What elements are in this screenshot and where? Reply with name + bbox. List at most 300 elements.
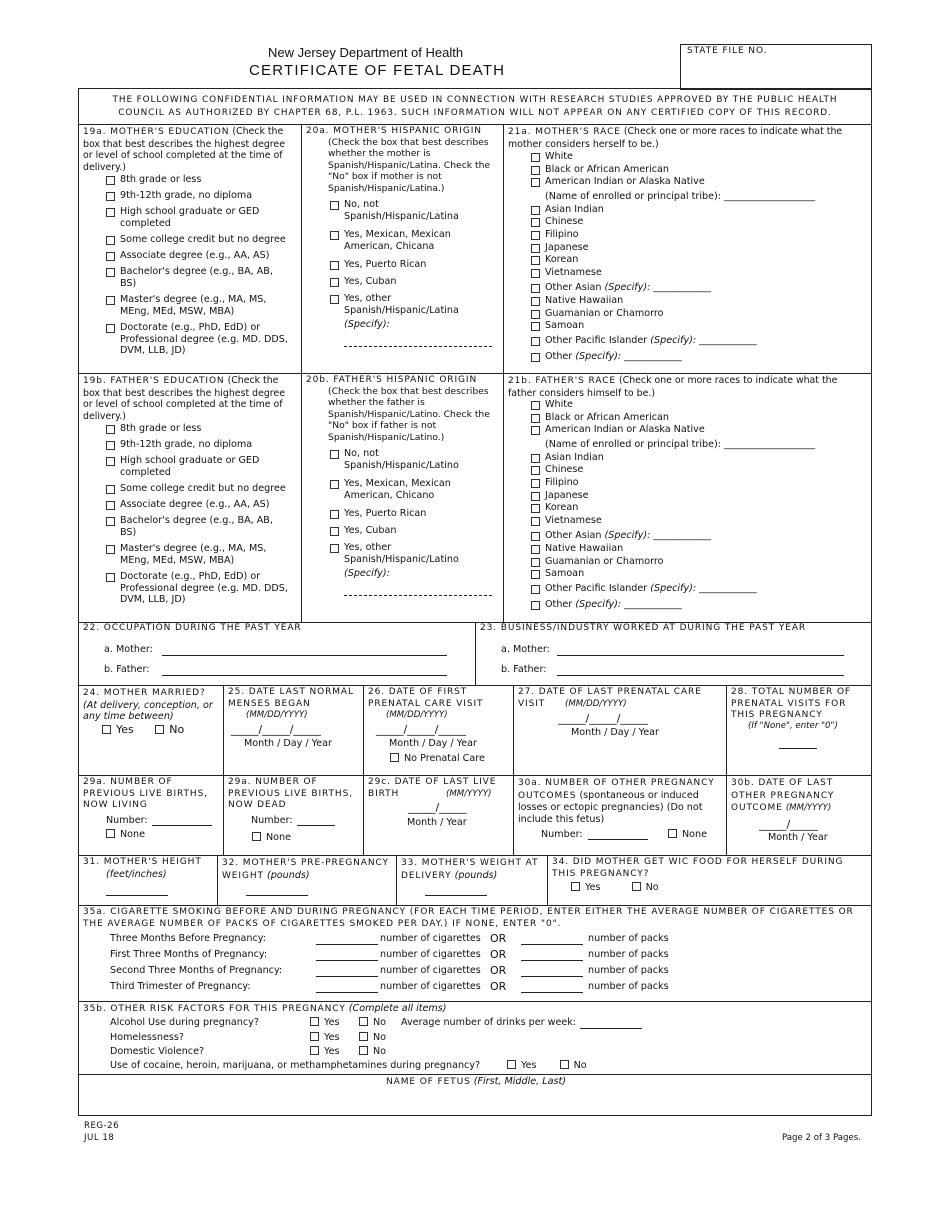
- mother-race-other-asian-field[interactable]: ____________: [653, 281, 711, 293]
- divider: [79, 905, 871, 906]
- mother-hispanic-section: [306, 126, 499, 194]
- prepreg-weight-unit: (pounds): [266, 869, 310, 881]
- father-edu-option-checkbox[interactable]: [106, 573, 115, 582]
- risk-item-label: Alcohol Use during pregnancy?: [110, 1017, 259, 1028]
- father-race-other-label: Other: [545, 599, 573, 611]
- mother-edu-option-checkbox[interactable]: [106, 268, 115, 277]
- mother-edu-option: [106, 190, 292, 202]
- mother-race-option-label: Japanese: [545, 241, 589, 253]
- state-file-box[interactable]: [680, 44, 872, 90]
- divider: [726, 685, 727, 855]
- risk-note: (Complete all items): [348, 1003, 447, 1014]
- father-edu-option: [106, 515, 292, 538]
- confidential-notice: THE FOLLOWING CONFIDENTIAL INFORMATION MAY BE USED IN CONNECTION WITH RESEARCH STUDIES APPROVED BY THE PUBLIC HEALTH COUNCIL AS AUTHORIZED BY CHAPTER 68, P.L. 1963. SUCH INFORMATION WILL NOT APPEAR ON ANY CERTIFIED COPY OF THIS RECORD.: [112, 95, 838, 118]
- mother-race-option: [531, 267, 851, 279]
- mother-race-option: [531, 242, 851, 254]
- last-live-birth-format: (MM/YYYY): [446, 789, 492, 799]
- fetus-name-field[interactable]: [90, 1090, 860, 1112]
- mother-edu-option-checkbox[interactable]: [106, 324, 115, 333]
- mother-hispanic-option-checkbox[interactable]: [330, 261, 339, 270]
- father-hispanic-option-checkbox[interactable]: [330, 510, 339, 519]
- mother-edu-option: [106, 294, 292, 317]
- mother-race-option: [531, 254, 851, 266]
- mother-race-option-checkbox[interactable]: [531, 310, 540, 319]
- births-dead-none-label: None: [266, 832, 292, 843]
- father-race-option-checkbox[interactable]: [531, 466, 540, 475]
- other-outcomes-none-checkbox[interactable]: [668, 829, 677, 838]
- drinks-label: Average number of drinks per week:: [401, 1017, 577, 1028]
- mother-hispanic-option-label: Yes, Puerto Rican: [344, 259, 427, 270]
- father-race-option-checkbox[interactable]: [531, 401, 540, 410]
- risk-no-label: No: [373, 1017, 387, 1028]
- divider: [396, 855, 397, 905]
- father-race-option: [531, 490, 851, 502]
- total-visits-field[interactable]: [779, 738, 817, 749]
- mother-race-option-checkbox[interactable]: [531, 153, 540, 162]
- father-race-other-asian: [531, 530, 851, 542]
- delivery-weight-field[interactable]: [425, 885, 487, 896]
- births-dead-none-checkbox[interactable]: [252, 832, 261, 841]
- occupation-mother-field[interactable]: [162, 644, 447, 656]
- mother-race-option-label: Vietnamese: [545, 266, 602, 278]
- mother-race-other: [531, 351, 851, 363]
- mother-edu-option-checkbox[interactable]: [106, 208, 115, 217]
- delivery-weight-section: [401, 857, 545, 882]
- father-race-other-pacific-label: Other Pacific Islander: [545, 583, 648, 595]
- father-hispanic-option-checkbox[interactable]: [330, 544, 339, 553]
- risk-no-option: [359, 1046, 386, 1058]
- packs-unit: number of packs: [588, 933, 669, 944]
- smoking-period-label: First Three Months of Pregnancy:: [110, 949, 268, 960]
- last-visit-label: 27. DATE OF LAST PRENATAL CARE VISIT: [518, 687, 702, 709]
- father-hispanic-option-label: Yes, other Spanish/Hispanic/Latino: [344, 542, 459, 565]
- father-race-tribe[interactable]: (Name of enrolled or principal tribe): ___________________: [545, 438, 816, 450]
- father-hispanic-title: 20b. FATHER'S HISPANIC ORIGIN: [306, 375, 478, 385]
- risk-yes-checkbox[interactable]: [310, 1032, 319, 1041]
- father-race-option-checkbox[interactable]: [531, 545, 540, 554]
- risk-yes-option: [310, 1017, 340, 1029]
- mother-hispanic-option-checkbox[interactable]: [330, 278, 339, 287]
- mother-edu-option-label: High school graduate or GED completed: [120, 206, 260, 229]
- father-hispanic-option-label: No, not Spanish/Hispanic/Latino: [344, 448, 459, 471]
- packs-field[interactable]: [521, 982, 583, 993]
- last-live-birth-label: 29c. DATE OF LAST LIVE BIRTH: [368, 777, 497, 799]
- mother-race-other-pacific: [531, 335, 851, 347]
- business-mother-label: a. Mother:: [501, 644, 550, 655]
- mother-race-option: [531, 164, 851, 176]
- form-date: JUL 18: [84, 1133, 115, 1143]
- first-visit-format: (MM/DD/YYYY): [386, 710, 448, 720]
- father-race-other-pacific: [531, 583, 851, 595]
- height-unit: (feet/inches): [106, 869, 167, 880]
- risk-yes-option: [310, 1032, 340, 1044]
- mother-race-option-checkbox[interactable]: [531, 218, 540, 227]
- father-race-other-checkbox[interactable]: [531, 601, 540, 610]
- other-outcomes-none-label: None: [682, 829, 708, 840]
- father-hispanic-option-checkbox[interactable]: [330, 450, 339, 459]
- risk-no-checkbox[interactable]: [359, 1046, 368, 1055]
- father-race-option: [531, 464, 851, 476]
- father-race-option-checkbox[interactable]: [531, 414, 540, 423]
- father-race-other: [531, 599, 851, 611]
- drugs-no-checkbox[interactable]: [560, 1060, 569, 1069]
- cigarettes-field[interactable]: [316, 982, 378, 993]
- mother-hispanic-specify-field[interactable]: [344, 339, 492, 347]
- mother-race-option: [531, 216, 851, 228]
- lmp-field[interactable]: _____/_____/_____: [231, 723, 321, 736]
- mother-edu-option-label: Doctorate (e.g., PhD, EdD) or Professional degree (e.g. MD. DDS, DVM, LLB, JD): [120, 322, 288, 356]
- father-education-section: [83, 375, 297, 422]
- mother-race-other-field[interactable]: ____________: [624, 351, 682, 363]
- smoking-label: 35a. CIGARETTE SMOKING BEFORE AND DURING PREGNANCY (FOR EACH TIME PERIOD, ENTER EITHER THE AVERAGE NUMBER OF CIGARETTES OR THE AVERAGE NUMBER OF PACKS OF CIGARETTES SMOKED PER DAY.) IF NONE, ENTER "0".: [83, 907, 854, 929]
- mother-hispanic-option: [330, 293, 480, 316]
- occupation-father-field[interactable]: [162, 664, 447, 676]
- risk-yes-checkbox[interactable]: [310, 1046, 319, 1055]
- father-edu-option: [106, 439, 292, 451]
- mother-edu-option-checkbox[interactable]: [106, 192, 115, 201]
- births-living-none: [106, 829, 145, 841]
- father-race-option: [531, 412, 851, 424]
- divider: [513, 685, 514, 855]
- drugs-yes-checkbox[interactable]: [507, 1060, 516, 1069]
- father-hispanic-option-checkbox[interactable]: [330, 480, 339, 489]
- mother-race-title: 21a. MOTHER'S RACE: [508, 127, 621, 137]
- mother-race-option-label: Chinese: [545, 216, 584, 228]
- mother-race-option-checkbox[interactable]: [531, 166, 540, 175]
- cigarettes-field[interactable]: [316, 966, 378, 977]
- last-visit-field[interactable]: _____/_____/_____: [558, 712, 648, 725]
- births-dead-field[interactable]: [297, 815, 335, 826]
- father-race-option-label: White: [545, 399, 573, 410]
- father-edu-option-checkbox[interactable]: [106, 517, 115, 526]
- father-race-other-asian-label: Other Asian: [545, 529, 602, 541]
- packs-unit: number of packs: [588, 949, 669, 960]
- divider: [363, 775, 364, 855]
- other-outcomes-field[interactable]: [588, 829, 648, 840]
- mother-hispanic-option-checkbox[interactable]: [330, 295, 339, 304]
- father-race-other-asian-checkbox[interactable]: [531, 532, 540, 541]
- packs-field[interactable]: [521, 934, 583, 945]
- mother-race-option-checkbox[interactable]: [531, 244, 540, 253]
- father-race-other-asian-field[interactable]: ____________: [653, 529, 711, 541]
- mother-race-option-checkbox[interactable]: [531, 297, 540, 306]
- married-label: 24. MOTHER MARRIED?: [83, 688, 206, 698]
- father-hispanic-option-checkbox[interactable]: [330, 527, 339, 536]
- risk-no-checkbox[interactable]: [359, 1032, 368, 1041]
- mother-edu-option-checkbox[interactable]: [106, 236, 115, 245]
- no-prenatal-checkbox[interactable]: [390, 753, 399, 762]
- mother-race-option-checkbox[interactable]: [531, 178, 540, 187]
- father-hispanic-option: [330, 525, 480, 537]
- father-hispanic-specify-field[interactable]: [344, 588, 492, 596]
- births-living-none-label: None: [120, 829, 146, 840]
- divider: [79, 124, 871, 125]
- risk-no-option: [359, 1017, 386, 1029]
- cigarettes-field[interactable]: [316, 934, 378, 945]
- mother-race-option-checkbox[interactable]: [531, 231, 540, 240]
- mother-education-title: 19a. MOTHER'S EDUCATION: [83, 127, 230, 137]
- father-race-option-label: Native Hawaiian: [545, 542, 624, 554]
- mother-hispanic-option-label: No, not Spanish/Hispanic/Latina: [344, 199, 459, 222]
- drugs-no-label: No: [573, 1060, 587, 1071]
- father-hispanic-option-label: Yes, Cuban: [344, 525, 397, 536]
- divider: [79, 1001, 871, 1002]
- mother-hispanic-option-checkbox[interactable]: [330, 201, 339, 210]
- mother-race-other-asian-label: Other Asian: [545, 281, 602, 293]
- father-hispanic-option: [330, 542, 480, 565]
- mother-edu-option-label: 8th grade or less: [120, 174, 202, 185]
- father-race-section: [508, 375, 868, 399]
- other-outcomes-number-label: Number:: [541, 829, 583, 840]
- cigarettes-unit: number of cigarettes: [380, 933, 481, 944]
- risk-yes-label: Yes: [324, 1031, 340, 1043]
- mother-edu-option-checkbox[interactable]: [106, 296, 115, 305]
- father-edu-option-checkbox[interactable]: [106, 425, 115, 434]
- mother-edu-option-label: Some college credit but no degree: [120, 234, 286, 245]
- father-race-desc: (Check one or more races to indicate what the father considers himself to be.): [508, 375, 838, 399]
- occupation-mother-label: a. Mother:: [104, 644, 153, 655]
- father-race-option-label: Vietnamese: [545, 514, 602, 526]
- mother-race-other-asian-checkbox[interactable]: [531, 284, 540, 293]
- father-edu-option: [106, 543, 292, 566]
- married-section: [83, 687, 221, 723]
- mother-race-other-specify: (Specify):: [575, 351, 622, 363]
- father-edu-option-checkbox[interactable]: [106, 545, 115, 554]
- first-visit-field[interactable]: _____/_____/_____: [376, 723, 466, 736]
- father-race-option-label: Samoan: [545, 568, 585, 580]
- other-outcomes-none: [668, 829, 707, 841]
- packs-unit: number of packs: [588, 965, 669, 976]
- drinks-field[interactable]: [580, 1017, 642, 1029]
- married-options: [102, 723, 184, 736]
- father-edu-option: [106, 571, 292, 606]
- mother-race-option-checkbox[interactable]: [531, 206, 540, 215]
- father-race-option-checkbox[interactable]: [531, 504, 540, 513]
- father-race-option-checkbox[interactable]: [531, 492, 540, 501]
- mother-edu-option: [106, 234, 292, 246]
- packs-field[interactable]: [521, 966, 583, 977]
- divider: [547, 855, 548, 905]
- occupation-label: 22. OCCUPATION DURING THE PAST YEAR: [83, 623, 302, 633]
- risk-no-label: No: [373, 1046, 387, 1057]
- father-race-option-label: Filipino: [545, 477, 579, 488]
- married-yes-checkbox[interactable]: [102, 725, 111, 734]
- father-race-other-pacific-field[interactable]: ____________: [699, 583, 757, 595]
- mother-race-option-checkbox[interactable]: [531, 269, 540, 278]
- father-race-option: [531, 477, 851, 489]
- mother-race-other-checkbox[interactable]: [531, 353, 540, 362]
- fetus-name-header: [386, 1076, 566, 1088]
- wic-no-checkbox[interactable]: [632, 882, 641, 891]
- father-race-option-label: Black or African American: [545, 411, 670, 423]
- mother-hispanic-option-label: Yes, Cuban: [344, 276, 397, 287]
- mother-edu-option-label: Associate degree (e.g., AA, AS): [120, 250, 270, 261]
- father-race-option: [531, 399, 851, 411]
- mother-edu-option-checkbox[interactable]: [106, 176, 115, 185]
- births-dead-label: 29a. NUMBER OF PREVIOUS LIVE BIRTHS, NOW DEAD: [228, 777, 353, 810]
- mother-race-option-label: Asian Indian: [545, 203, 604, 215]
- mother-race-option: [531, 295, 851, 307]
- page-number: Page 2 of 3 Pages.: [782, 1133, 861, 1143]
- business-mother-field[interactable]: [557, 644, 844, 656]
- last-live-birth-section: [368, 777, 510, 801]
- births-living-label: 29a. NUMBER OF PREVIOUS LIVE BIRTHS, NOW LIVING: [83, 777, 208, 810]
- cigarettes-field[interactable]: [316, 950, 378, 961]
- mother-edu-option: [106, 174, 292, 186]
- height-label: 31. MOTHER'S HEIGHT: [83, 857, 202, 867]
- father-edu-option-label: Master's degree (e.g., MA, MS, MEng, MEd, MSW, MBA): [120, 543, 267, 566]
- mother-race-option-label: Black or African American: [545, 163, 670, 175]
- married-no-checkbox[interactable]: [155, 725, 164, 734]
- mother-race-option-label: American Indian or Alaska Native: [545, 176, 705, 188]
- wic-yes-label: Yes: [585, 882, 601, 893]
- wic-yes-checkbox[interactable]: [571, 882, 580, 891]
- father-race-option-checkbox[interactable]: [531, 426, 540, 435]
- packs-field[interactable]: [521, 950, 583, 961]
- last-other-format: (MM/YYYY): [785, 803, 832, 813]
- mother-race-option-checkbox[interactable]: [531, 256, 540, 265]
- smoking-period-label: Third Trimester of Pregnancy:: [110, 981, 251, 992]
- mother-race-option-label: Samoan: [545, 320, 585, 332]
- mother-race-other-pacific-checkbox[interactable]: [531, 337, 540, 346]
- risk-no-label: No: [373, 1031, 387, 1043]
- mother-race-section: [508, 126, 868, 150]
- father-hispanic-option-label: Yes, Puerto Rican: [344, 508, 427, 519]
- mother-race-tribe[interactable]: (Name of enrolled or principal tribe): ___________________: [545, 190, 816, 202]
- mother-race-option-label: Filipino: [545, 229, 579, 240]
- smoking-period-label: Second Three Months of Pregnancy:: [110, 965, 283, 976]
- father-race-other-field[interactable]: ____________: [624, 599, 682, 611]
- mother-race-option-checkbox[interactable]: [531, 322, 540, 331]
- risk-no-option: [359, 1032, 386, 1044]
- cigarettes-unit: number of cigarettes: [380, 981, 481, 992]
- height-field[interactable]: [106, 885, 168, 896]
- father-race-option-checkbox[interactable]: [531, 479, 540, 488]
- father-hispanic-option: [330, 478, 480, 501]
- births-dead-none: [252, 832, 291, 844]
- mother-edu-option: [106, 250, 292, 262]
- divider: [79, 373, 871, 374]
- mother-hispanic-title: 20a. MOTHER'S HISPANIC ORIGIN: [306, 126, 482, 136]
- prepreg-weight-label: 32. MOTHER'S PRE-PREGNANCY WEIGHT: [222, 858, 389, 881]
- last-other-label: 30b. DATE OF LAST OTHER PREGNANCY OUTCOME: [731, 778, 835, 813]
- father-edu-option: [106, 423, 292, 435]
- last-live-birth-field[interactable]: _____/_____: [408, 801, 467, 814]
- first-visit-label: 26. DATE OF FIRST PRENATAL CARE VISIT: [368, 687, 484, 709]
- last-other-field[interactable]: _____/_____: [759, 818, 818, 831]
- father-race-option-checkbox[interactable]: [531, 454, 540, 463]
- other-outcomes-section: [518, 777, 723, 825]
- mother-hispanic-specify: (Specify):: [344, 319, 390, 330]
- father-race-option: [531, 424, 851, 436]
- divider: [223, 775, 224, 855]
- father-edu-option-label: Bachelor's degree (e.g., BA, AB, BS): [120, 515, 273, 538]
- father-race-option-checkbox[interactable]: [531, 570, 540, 579]
- divider: [79, 775, 871, 776]
- father-education-title: 19b. FATHER'S EDUCATION: [83, 376, 225, 386]
- or-label: OR: [490, 980, 507, 993]
- lmp-label: 25. DATE LAST NORMAL MENSES BEGAN: [228, 687, 354, 709]
- father-edu-option-checkbox[interactable]: [106, 441, 115, 450]
- father-edu-option-label: Some college credit but no degree: [120, 483, 286, 494]
- business-father-field[interactable]: [557, 664, 844, 676]
- mother-hispanic-option-checkbox[interactable]: [330, 231, 339, 240]
- father-edu-option-label: Associate degree (e.g., AA, AS): [120, 499, 270, 510]
- divider: [217, 855, 218, 905]
- last-other-section: [731, 777, 869, 815]
- divider: [79, 1074, 871, 1075]
- last-visit-format: (MM/DD/YYYY): [565, 699, 627, 709]
- father-hispanic-section: [306, 375, 499, 443]
- wic-options: [571, 882, 659, 894]
- father-race-option: [531, 515, 851, 527]
- father-edu-option-checkbox[interactable]: [106, 501, 115, 510]
- births-living-none-checkbox[interactable]: [106, 829, 115, 838]
- mother-race-option: [531, 151, 851, 163]
- delivery-weight-unit: (pounds): [454, 869, 498, 881]
- lmp-caption: Month / Day / Year: [244, 738, 332, 749]
- father-race-other-pacific-specify: (Specify):: [650, 583, 697, 595]
- prepreg-weight-section: [222, 857, 394, 882]
- business-label: 23. BUSINESS/INDUSTRY WORKED AT DURING THE PAST YEAR: [480, 623, 807, 633]
- drugs-yes-label: Yes: [521, 1060, 537, 1071]
- risk-label: 35b. OTHER RISK FACTORS FOR THIS PREGNANCY: [83, 1004, 346, 1014]
- divider: [223, 685, 224, 775]
- risk-yes-checkbox[interactable]: [310, 1017, 319, 1026]
- no-prenatal-label: No Prenatal Care: [404, 753, 485, 764]
- mother-race-other-pacific-specify: (Specify):: [650, 335, 697, 347]
- risk-yes-label: Yes: [324, 1046, 340, 1057]
- or-label: OR: [490, 948, 507, 961]
- father-edu-option-checkbox[interactable]: [106, 485, 115, 494]
- risk-no-checkbox[interactable]: [359, 1017, 368, 1026]
- births-living-number-label: Number:: [106, 815, 148, 826]
- total-visits-label: 28. TOTAL NUMBER OF PRENATAL VISITS FOR THIS PREGNANCY: [731, 687, 852, 720]
- last-visit-caption: Month / Day / Year: [571, 727, 659, 738]
- occupation-father-label: b. Father:: [104, 664, 150, 675]
- father-edu-option-checkbox[interactable]: [106, 457, 115, 466]
- mother-race-option: [531, 204, 851, 216]
- father-edu-option-label: 9th-12th grade, no diploma: [120, 439, 253, 450]
- father-race-other-asian-specify: (Specify):: [604, 529, 651, 541]
- father-race-other-specify: (Specify):: [575, 599, 622, 611]
- form-title: CERTIFICATE OF FETAL DEATH: [249, 62, 506, 79]
- mother-edu-option-checkbox[interactable]: [106, 252, 115, 261]
- divider: [79, 685, 871, 686]
- mother-race-option: [531, 229, 851, 241]
- prepreg-weight-field[interactable]: [246, 885, 308, 896]
- father-race-option-label: American Indian or Alaska Native: [545, 424, 705, 436]
- fetus-name-note: (First, Middle, Last): [473, 1076, 566, 1087]
- mother-hispanic-option-label: Yes, Mexican, Mexican American, Chicana: [344, 229, 451, 252]
- father-race-option-checkbox[interactable]: [531, 558, 540, 567]
- mother-race-option-label: White: [545, 151, 573, 162]
- father-edu-option: [106, 499, 292, 511]
- divider: [475, 622, 476, 685]
- births-living-field[interactable]: [152, 815, 212, 826]
- father-race-other-pacific-checkbox[interactable]: [531, 585, 540, 594]
- mother-race-other-pacific-field[interactable]: ____________: [699, 335, 757, 347]
- father-race-option-checkbox[interactable]: [531, 517, 540, 526]
- or-label: OR: [490, 964, 507, 977]
- mother-edu-option: [106, 206, 292, 229]
- mother-edu-option-label: Master's degree (e.g., MA, MS, MEng, MEd, MSW, MBA): [120, 294, 267, 317]
- married-yes-label: Yes: [116, 723, 134, 736]
- first-visit-caption: Month / Day / Year: [389, 738, 477, 749]
- mother-race-option-label: Korean: [545, 254, 579, 266]
- father-race-option-label: Korean: [545, 502, 579, 514]
- mother-education-section: [83, 126, 297, 173]
